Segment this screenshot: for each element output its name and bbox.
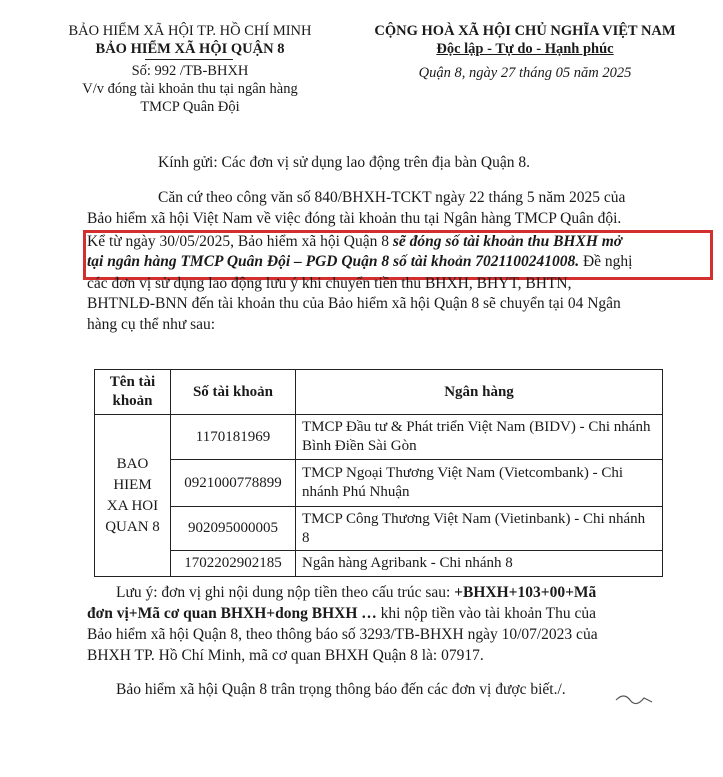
place-date: Quận 8, ngày 27 tháng 05 năm 2025 [418, 65, 632, 81]
bank-cell: TMCP Ngoại Thương Việt Nam (Vietcombank) - Chi nhánh Phú Nhuận [296, 460, 663, 507]
greeting: Kính gửi: Các đơn vị sử dụng lao động trên địa bàn Quận 8. [158, 154, 530, 171]
closing-line: Bảo hiểm xã hội Quận 8 trân trọng thông báo đến các đơn vị được biết./. [116, 681, 566, 698]
note-line1-normal: Lưu ý: đơn vị ghi nội dung nộp tiền theo cấu trúc sau: [116, 584, 455, 601]
para1-line1: Căn cứ theo công văn số 840/BHXH-TCKT ngày 22 tháng 5 năm 2025 của [158, 189, 626, 206]
header-bank: Ngân hàng [296, 370, 663, 415]
bank-cell: Ngân hàng Agribank - Chi nhánh 8 [296, 551, 663, 577]
motto: Độc lập - Tự do - Hạnh phúc [436, 41, 614, 57]
table-row [95, 551, 663, 577]
account-number-cell: 1170181969 [171, 415, 296, 460]
header-left [20, 22, 360, 116]
subject-line-2: TMCP Quân Đội [140, 99, 240, 115]
note-line1 [116, 583, 596, 603]
para1-line7: hàng cụ thể như sau: [87, 316, 216, 333]
para1-line4-normal: Đề nghị [579, 253, 633, 270]
account-number-cell: 1702202902185 [171, 551, 296, 577]
org-unit: BẢO HIỂM XÃ HỘI QUẬN 8 [95, 41, 285, 57]
account-number-cell: 902095000005 [171, 507, 296, 551]
para1-line5: các đơn vị sử dụng lao động lưu ý khi chuyển tiền thu BHXH, BHYT, BHTN, [87, 275, 572, 292]
note-line2-bold: đơn vị+Mã cơ quan BHXH+dong BHXH … [87, 605, 377, 622]
para1-line3 [87, 232, 622, 252]
table-row [95, 460, 663, 507]
bank-cell: TMCP Đầu tư & Phát triển Việt Nam (BIDV) - Chi nhánh Bình Điền Sài Gòn [296, 415, 663, 460]
para1-line3-normal: Kể từ ngày 30/05/2025, Bảo hiểm xã hội Quận 8 [87, 233, 393, 250]
note-line2-normal: khi nộp tiền vào tài khoản Thu của [376, 605, 597, 622]
note-line3: Bảo hiểm xã hội Quận 8, theo thông báo số 3293/TB-BHXH ngày 10/07/2023 của [87, 626, 598, 643]
org-parent: BẢO HIỂM XÃ HỘI TP. HỒ CHÍ MINH [68, 23, 312, 39]
org-unit-underline [145, 59, 233, 60]
para1-line4-bold: tại ngân hàng TMCP Quân Đội – PGD Quận 8 số tài khoản 7021100241008. [87, 253, 580, 270]
note-line4: BHXH TP. Hồ Chí Minh, mã cơ quan BHXH Quận 8 là: 07917. [87, 647, 484, 664]
national-title: CỘNG HOÀ XÃ HỘI CHỦ NGHĨA VIỆT NAM [374, 23, 676, 39]
note-line1-bold: +BHXH+103+00+Mã [454, 584, 597, 601]
bank-accounts-table [94, 369, 663, 577]
para1-line3-bold: sẽ đóng số tài khoản thu BHXH mở [392, 233, 623, 250]
para1-line2: Bảo hiểm xã hội Việt Nam về việc đóng tài khoản thu tại Ngân hàng TMCP Quân đội. [87, 210, 622, 227]
header-account-name: Tên tài khoản [95, 370, 171, 415]
table-row [95, 415, 663, 460]
account-name-cell: BAO HIEM XA HOI QUAN 8 [95, 415, 171, 577]
header-right [355, 22, 695, 82]
signature-mark [614, 688, 654, 708]
note-line2 [87, 604, 596, 624]
subject-line-1: V/v đóng tài khoản thu tại ngân hàng [82, 81, 298, 97]
para1-line4 [87, 252, 632, 272]
para1-line6: BHTNLĐ-BNN đến tài khoản thu của Bảo hiểm xã hội Quận 8 sẽ chuyển tại 04 Ngân [87, 295, 621, 312]
table-header-row [95, 370, 663, 415]
bank-cell: TMCP Công Thương Việt Nam (Vietinbank) - Chi nhánh 8 [296, 507, 663, 551]
header-account-number: Số tài khoản [171, 370, 296, 415]
table-row [95, 507, 663, 551]
account-number-cell: 0921000778899 [171, 460, 296, 507]
doc-number: Số: 992 /TB-BHXH [131, 63, 249, 79]
